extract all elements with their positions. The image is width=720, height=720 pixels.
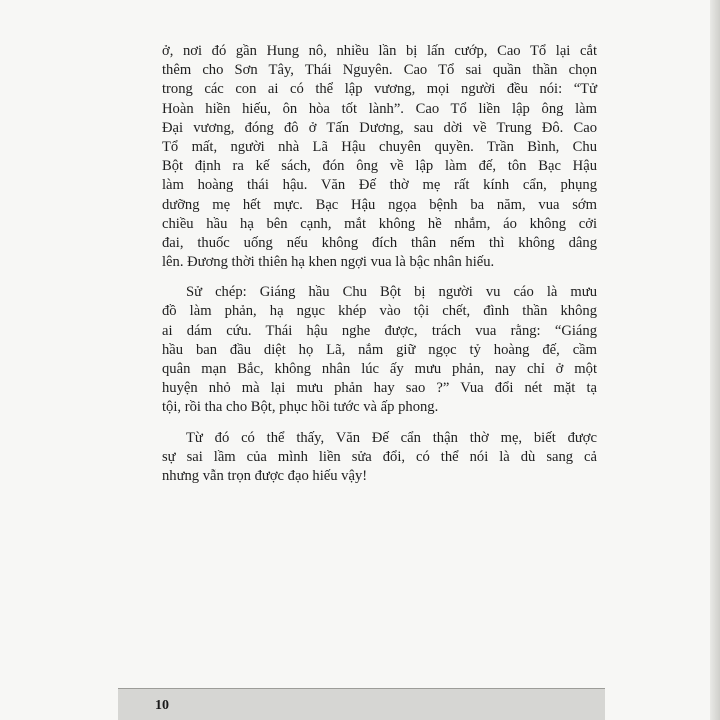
text-line: dưỡng mẹ hết mực. Bạc Hậu ngọa bệnh ba năm, vua sớm (162, 196, 597, 213)
paragraph-spacer (162, 418, 597, 429)
text-line: lên. Đương thời thiên hạ khen ngợi vua là bậc nhân hiếu. (162, 254, 495, 271)
text-line: trong các con ai có thể lập vương, mọi người đều nói: “Tử (162, 81, 597, 98)
text-line: chiều hầu hạ bên cạnh, mắt không hề nhắm, áo không cởi (162, 215, 597, 232)
text-line: Bột định ra kế sách, đón ông về lập làm đế, tôn Bạc Hậu (162, 158, 597, 175)
text-line: Đại vương, đóng đô ở Tấn Dương, sau dời về Trung Đô. Cao (162, 119, 597, 136)
text-line-indented: Từ đó có thể thấy, Văn Đế cẩn thận thờ mẹ, biết được (186, 429, 597, 446)
body-text (162, 42, 597, 486)
page-number: 10 (155, 698, 169, 713)
text-line: đồ làm phản, hạ ngục khép vào tội chết, đình thần không (162, 303, 597, 320)
text-line: ở, nơi đó gần Hung nô, nhiều lần bị lấn cướp, Cao Tổ lại cắt (162, 43, 597, 59)
text-line: ai dám cứu. Thái hậu nghe được, trách vua rằng: “Giáng (162, 322, 597, 339)
text-line: đai, thuốc uống nếu không đích thân nếm thì không dâng (162, 234, 597, 251)
text-line: thêm cho Sơn Tây, Thái Nguyên. Cao Tổ sai quần thần chọn (162, 62, 597, 79)
footer-band (118, 688, 605, 720)
text-line: làm hoàng thái hậu. Văn Đế thờ mẹ rất kính cẩn, phụng (162, 177, 597, 194)
text-line: huyện nhỏ mà lại mưu phản hay sao ?” Vua đổi nét mặt tạ (162, 380, 597, 397)
text-line: tội, rồi tha cho Bột, phục hồi tước và ấp phong. (162, 399, 439, 416)
text-line-indented: Sử chép: Giáng hầu Chu Bột bị người vu cáo là mưu (186, 284, 597, 301)
paragraph-3 (162, 429, 597, 487)
text-line: sự sai lầm của mình liền sửa đổi, có thể nói là dù sang cả (162, 448, 597, 465)
text-line: Hoàn hiền hiếu, ôn hòa tốt lành”. Cao Tổ liền lập ông làm (162, 100, 597, 117)
paragraph-spacer (162, 272, 597, 283)
paragraph-2 (162, 283, 597, 417)
paragraph-1 (162, 42, 597, 272)
text-line: Tổ mất, người nhà Lã Hậu chuyên quyền. Trần Bình, Chu (162, 138, 597, 155)
page-edge-shadow (710, 0, 720, 720)
text-line: nhưng vẫn trọn được đạo hiếu vậy! (162, 467, 368, 484)
text-line: hầu ban đầu diệt họ Lã, nắm giữ ngọc tỷ hoàng đế, cầm (162, 341, 597, 358)
text-line: quân mạn Bắc, không nhân lúc ấy mưu phản, nay chỉ ở một (162, 361, 597, 377)
